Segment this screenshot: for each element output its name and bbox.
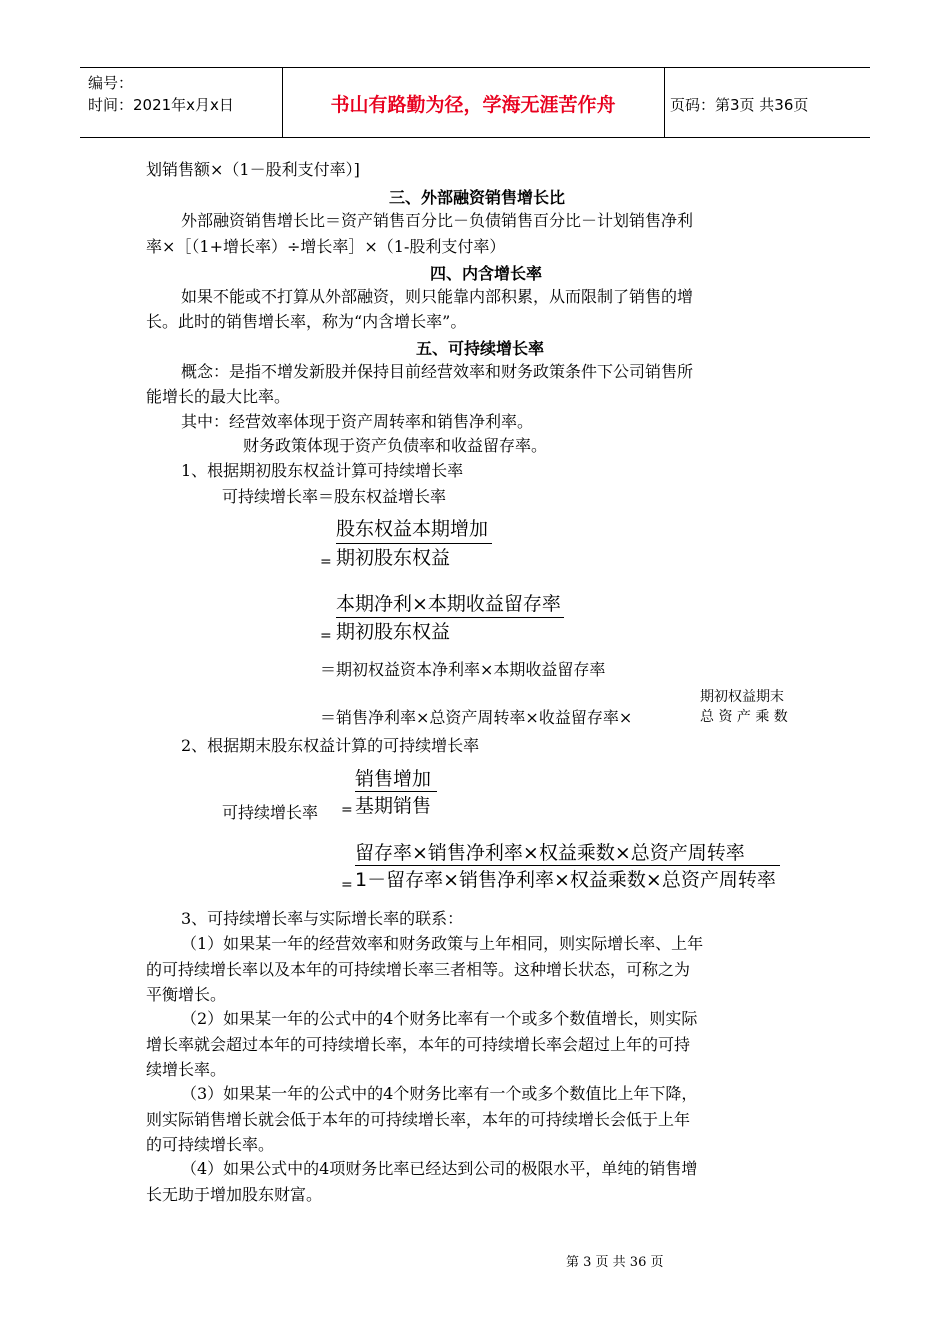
equals-sign: = — [341, 877, 353, 893]
equals-sign: = — [341, 802, 353, 818]
formula-denominator: 基期销售 — [355, 795, 432, 817]
body-line: 长。此时的销售增长率，称为“内含增长率”。 — [146, 312, 467, 331]
body-line: 3、可持续增长率与实际增长率的联系： — [181, 909, 464, 928]
page-footer: 第 3 页 共 36 页 — [566, 1255, 664, 1270]
body-line: 划销售额×（1－股利支付率）] — [146, 160, 360, 179]
equals-sign: = — [320, 554, 332, 570]
formula-denominator: 期初股东权益 — [336, 547, 451, 569]
section-heading: 四、内含增长率 — [430, 264, 543, 283]
formula-numerator: 留存率×销售净利率×权益乘数×总资产周转率 — [355, 842, 745, 864]
body-line: 能增长的最大比率。 — [146, 387, 291, 406]
formula-numerator: 股东权益本期增加 — [336, 518, 489, 540]
document-time-label: 时间：2021年x月x日 — [88, 96, 234, 114]
header-divider — [664, 68, 665, 137]
body-line: 平衡增长。 — [146, 985, 227, 1004]
body-line: 的可持续增长率以及本年的可持续增长率三者相等。这种增长状态，可称之为 — [146, 960, 691, 979]
body-line: ＝期初权益资本净利率×本期收益留存率 — [320, 660, 606, 679]
body-line: 1、根据期初股东权益计算可持续增长率 — [181, 461, 464, 480]
body-line: 增长率就会超过本年的可持续增长率，本年的可持续增长率会超过上年的可持 — [146, 1035, 691, 1054]
body-line: 其中：经营效率体现于资产周转率和销售净利率。 — [181, 412, 534, 431]
body-line: （2）如果某一年的公式中的4个财务比率有一个或多个数值增长，则实际 — [181, 1009, 698, 1028]
formula-numerator: 本期净利×本期收益留存率 — [336, 593, 561, 615]
body-line: （3）如果某一年的公式中的4个财务比率有一个或多个数值比上年下降， — [181, 1084, 698, 1103]
formula-denominator: 期初股东权益 — [336, 621, 451, 643]
header-meta — [88, 72, 234, 116]
body-line: 率×［（1+增长率）÷增长率］×（1-股利支付率） — [146, 237, 506, 256]
equals-sign: = — [320, 628, 332, 644]
body-line: （1）如果某一年的经营效率和财务政策与上年相同，则实际增长率、上年 — [181, 934, 704, 953]
stacked-term-top: 期初权益期末 — [700, 689, 784, 705]
body-line: 外部融资销售增长比＝资产销售百分比－负债销售百分比－计划销售净利 — [181, 211, 694, 230]
body-line: 2、根据期末股东权益计算的可持续增长率 — [181, 736, 480, 755]
body-line: 概念：是指不增发新股并保持目前经营效率和财务政策条件下公司销售所 — [181, 362, 694, 381]
body-line: 如果不能或不打算从外部融资，则只能靠内部积累，从而限制了销售的增 — [181, 287, 694, 306]
body-line: ＝销售净利率×总资产周转率×收益留存率× — [320, 708, 633, 727]
header-table — [80, 67, 870, 138]
stacked-term-bottom: 总 资 产 乘 数 — [700, 709, 788, 725]
body-line: （4）如果公式中的4项财务比率已经达到公司的极限水平，单纯的销售增 — [181, 1159, 698, 1178]
body-line: 续增长率。 — [146, 1060, 227, 1079]
formula-numerator: 销售增加 — [355, 768, 432, 790]
body-line: 的可持续增长率。 — [146, 1135, 275, 1154]
body-line: 长无助于增加股东财富。 — [146, 1185, 323, 1204]
section-heading: 五、可持续增长率 — [416, 339, 545, 358]
header-motto: 书山有路勤为径，学海无涯苦作舟 — [330, 94, 616, 116]
header-page-label: 页码：第3页 共36页 — [670, 96, 809, 114]
body-line: 可持续增长率＝股东权益增长率 — [222, 487, 447, 506]
formula-denominator: 1－留存率×销售净利率×权益乘数×总资产周转率 — [355, 869, 776, 891]
section-heading: 三、外部融资销售增长比 — [389, 188, 566, 207]
formula-label: 可持续增长率 — [222, 803, 319, 822]
body-line: 财务政策体现于资产负债率和收益留存率。 — [243, 436, 548, 455]
document-number-label: 编号： — [88, 74, 134, 92]
body-line: 则实际销售增长就会低于本年的可持续增长率，本年的可持续增长会低于上年 — [146, 1110, 691, 1129]
